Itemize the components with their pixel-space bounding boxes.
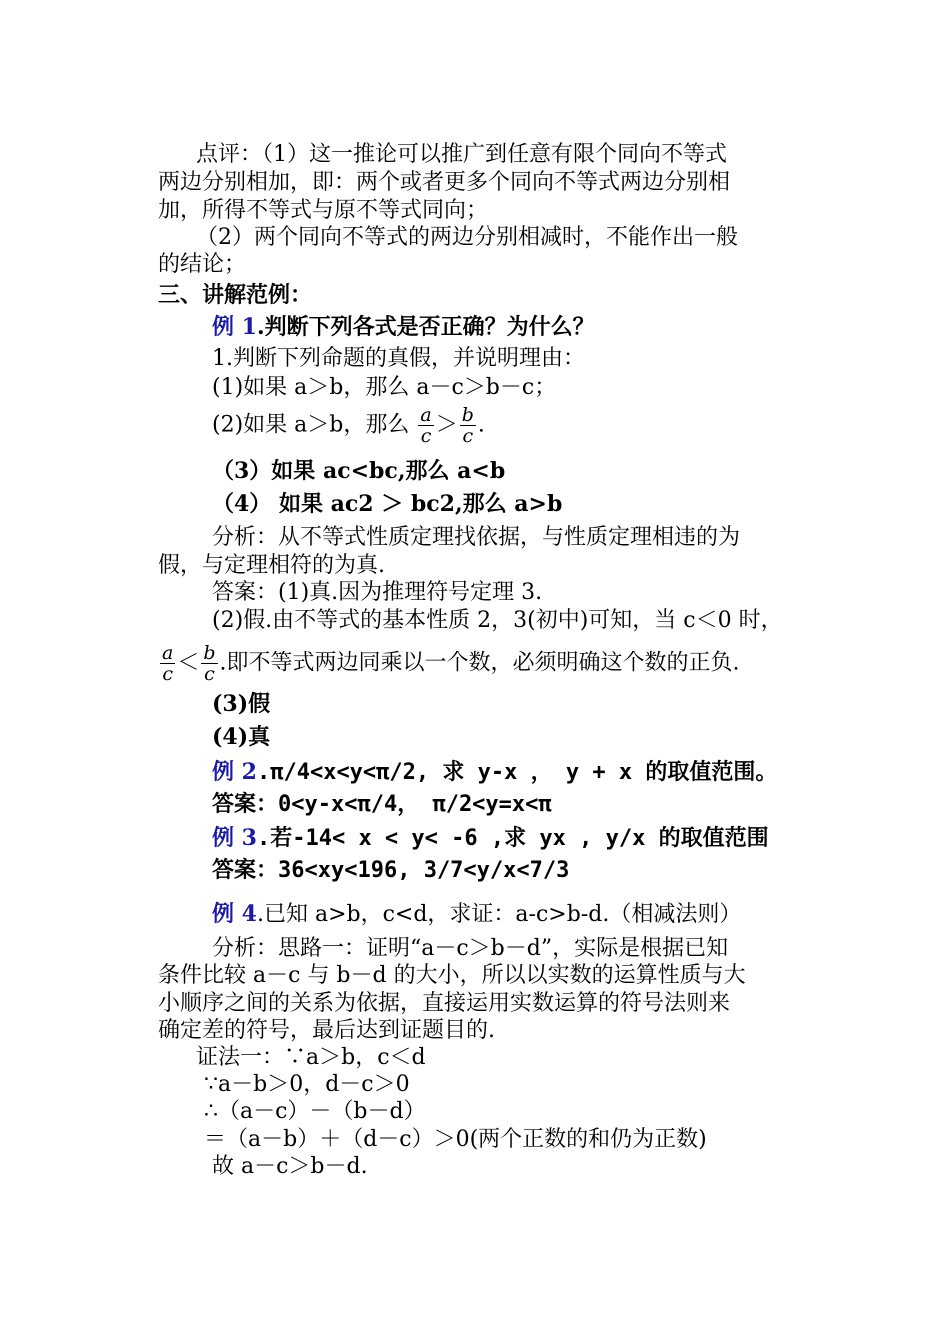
fraction-b-over-c: [201, 643, 217, 684]
example-1-answer-4: (4)真: [212, 724, 271, 750]
answer-2-rest: .即不等式两边同乘以一个数，必须明确这个数的正负.: [219, 650, 740, 676]
example-1-heading: [212, 313, 595, 341]
example-1-answer-3: (3)假: [212, 691, 271, 717]
example-2-question: .π/4<x<y<π/2, 求 y-x ， y + x 的取值范围。: [256, 760, 778, 785]
section-title: 三、讲解范例：: [158, 282, 313, 308]
greater-than-sign: ＞: [435, 412, 458, 438]
example-4-proof-line-5: 故 a－c＞b－d.: [212, 1154, 368, 1179]
fraction-numerator: a: [162, 642, 174, 664]
fraction-numerator: a: [420, 404, 432, 426]
fraction-denominator: c: [162, 663, 173, 685]
example-3-text: [212, 824, 769, 853]
example-1-q3: （3）如果 ac<bc,那么 a<b: [212, 458, 506, 484]
fraction-denominator: c: [462, 425, 474, 447]
example-1-analysis-line-1: 分析：从不等式性质定理找依据，与性质定理相违的为: [212, 525, 741, 550]
example-1-q2: [212, 405, 485, 446]
example-1-answer-2: (2)假.由不等式的基本性质 2，3(初中)可知，当 c＜0 时，: [212, 608, 783, 633]
fraction-denominator: c: [420, 425, 432, 447]
example-2-text: [212, 758, 777, 787]
example-4-question: .已知 a>b，c<d，求证：a-c>b-d.（相减法则）: [256, 902, 742, 927]
example-4-analysis-line-2: 条件比较 a－c 与 b－d 的大小，所以以实数的运算性质与大: [158, 963, 746, 988]
example-2-answer: 答案：0<y-x<π/4， π/2<y=x<π: [212, 792, 552, 817]
example-1-label: 例 1: [212, 314, 257, 340]
example-4-analysis-line-4: 确定差的符号，最后达到证题目的.: [158, 1018, 495, 1043]
comment-line-5: 的结论；: [158, 252, 247, 277]
comment-line-4: （2）两个同向不等式的两边分别相减时，不能作出一般: [196, 225, 738, 250]
comment-line-3: 加，所得不等式与原不等式同向；: [158, 198, 489, 223]
example-4-text: [212, 900, 741, 929]
example-1-q2-prefix: (2)如果 a＞b，那么: [212, 412, 410, 438]
comment-line-1: 点评：（1）这一推论可以推广到任意有限个同向不等式: [196, 142, 727, 167]
example-1-intro: 1.判断下列命题的真假，并说明理由：: [212, 346, 585, 371]
example-4-analysis-line-3: 小顺序之间的关系为依据，直接运用实数运算的符号法则来: [158, 991, 731, 1016]
fraction-a-over-c: [418, 405, 433, 446]
example-2-label: 例 2: [212, 759, 257, 785]
fraction-numerator: b: [461, 404, 474, 426]
example-3-label: 例 3: [212, 825, 257, 851]
example-1-analysis-line-2: 假，与定理相符的为真.: [158, 553, 385, 578]
example-3-question: .若-14< x < y< -6 ,求 yx , y/x 的取值范围: [256, 826, 769, 851]
example-4-proof-line-1: 证法一：∵a＞b，c＜d: [196, 1045, 426, 1070]
example-1-q1: (1)如果 a＞b，那么 a－c＞b－c；: [212, 375, 557, 400]
example-4-proof-line-3: ∴（a－c）－（b－d）: [204, 1099, 426, 1124]
example-1-answer-1: 答案：(1)真.因为推理符号定理 3.: [212, 580, 543, 605]
example-1-title: .判断下列各式是否正确？为什么？: [256, 314, 595, 340]
example-3-answer: 答案：36<xy<196, 3/7<y/x<7/3: [212, 858, 570, 883]
example-1-q4: （4） 如果 ac2 ＞ bc2,那么 a>b: [212, 491, 563, 517]
example-1-answer-2-cont: [158, 643, 740, 684]
example-4-proof-line-4: ＝（a－b）＋（d－c）＞0(两个正数的和仍为正数): [204, 1127, 707, 1152]
example-4-analysis-line-1: 分析：思路一：证明“a－c＞b－d”，实际是根据已知: [212, 936, 729, 961]
comment-line-2: 两边分别相加，即：两个或者更多个同向不等式两边分别相: [158, 170, 731, 195]
fraction-denominator: c: [204, 663, 215, 685]
fraction-numerator: b: [203, 642, 216, 664]
example-4-proof-line-2: ∵a－b＞0，d－c＞0: [204, 1072, 410, 1097]
period: .: [477, 412, 485, 438]
fraction-a-over-c: [160, 643, 175, 684]
example-4-label: 例 4: [212, 901, 257, 927]
fraction-b-over-c: [460, 405, 476, 446]
less-than-sign: ＜: [177, 650, 200, 676]
